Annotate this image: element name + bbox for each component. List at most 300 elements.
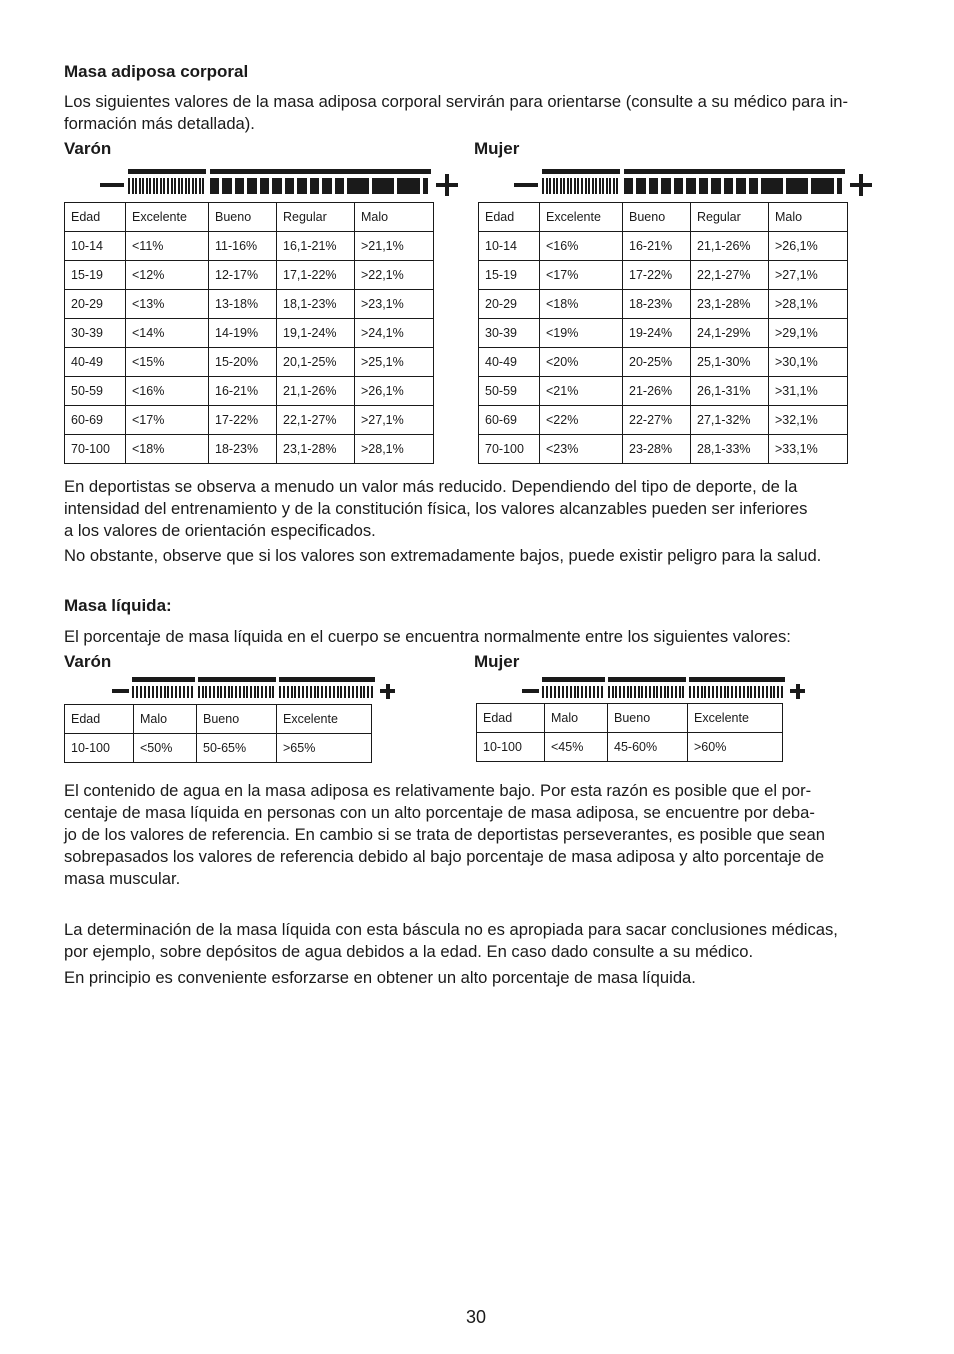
scale-block — [160, 686, 162, 698]
fat-female-label: Mujer — [474, 139, 520, 158]
text-line: a los valores de orientación especificados. — [64, 521, 376, 540]
table-cell: 15-19 — [65, 261, 126, 290]
scale-block — [188, 178, 190, 194]
text-line: centaje de masa líquida en personas con un alto porcentaje de masa adiposa, se encuentre por deba- — [64, 803, 815, 822]
scale-block — [164, 686, 166, 698]
scale-block — [152, 686, 154, 698]
scale-block — [581, 178, 583, 194]
scale-block — [542, 686, 544, 698]
table-row — [65, 319, 434, 348]
fat-male-table — [64, 202, 434, 464]
table-cell: 17-22% — [209, 406, 277, 435]
text-line: En deportistas se observa a menudo un valor más reducido. Dependiendo del tipo de deporte, de la — [64, 477, 798, 496]
scale-block — [414, 178, 419, 194]
scale-block — [372, 178, 377, 194]
table-cell: 26,1-31% — [691, 377, 769, 406]
scale-block — [406, 178, 411, 194]
table-cell: 11-16% — [209, 232, 277, 261]
scale-block — [272, 178, 281, 194]
table-row — [479, 319, 848, 348]
scale-block — [566, 686, 568, 698]
scale-block — [265, 686, 267, 698]
fat-section-heading: Masa adiposa corporal — [64, 62, 249, 81]
text-line: intensidad del entrenamiento y de la constitución física, los valores alcanzables pueden ser inferiores — [64, 499, 808, 518]
scale-block — [250, 686, 252, 698]
table-cell: <18% — [126, 435, 209, 464]
table-header-cell: Edad — [479, 203, 540, 232]
scale-block — [260, 178, 269, 194]
scale-block — [747, 686, 749, 698]
scale-block — [128, 178, 130, 194]
minus-icon — [522, 689, 539, 693]
scale-block — [630, 686, 632, 698]
table-row — [479, 348, 848, 377]
text-line: por ejemplo, sobre depósitos de agua debidos a la edad. En caso dado consulte a su médico. — [64, 942, 754, 961]
scale-block — [562, 686, 564, 698]
table-cell: 13-18% — [209, 290, 277, 319]
scale-block — [243, 686, 245, 698]
table-header-row — [479, 203, 848, 232]
scale-block — [183, 686, 185, 698]
table-header-cell: Malo — [545, 704, 608, 733]
scale-block — [397, 178, 402, 194]
table-header-cell: Bueno — [608, 704, 688, 733]
scale-block — [279, 686, 281, 698]
minus-icon — [100, 183, 124, 187]
table-header-cell: Regular — [277, 203, 355, 232]
scale-block — [199, 178, 201, 194]
table-cell: >23,1% — [355, 290, 434, 319]
scale-block — [389, 178, 394, 194]
scale-block — [636, 178, 645, 194]
scale-block — [689, 686, 691, 698]
scale-block — [588, 178, 590, 194]
plus-icon-stem — [386, 684, 390, 699]
scale-block — [220, 686, 222, 698]
table-cell: 10-100 — [477, 733, 545, 762]
table-cell: 21,1-26% — [277, 377, 355, 406]
scale-block — [758, 686, 760, 698]
text-line: La determinación de la masa líquida con esta báscula no es apropiada para sacar conclusiones médicas, — [64, 920, 838, 939]
table-cell: <18% — [540, 290, 623, 319]
table-cell: 18-23% — [209, 435, 277, 464]
scale-block — [210, 178, 219, 194]
table-row — [65, 261, 434, 290]
minus-icon — [112, 689, 129, 693]
scale-block — [602, 178, 604, 194]
scale-block — [712, 686, 714, 698]
table-cell: <21% — [540, 377, 623, 406]
table-header-cell: Regular — [691, 203, 769, 232]
scale-block — [352, 686, 354, 698]
scale-block — [231, 686, 233, 698]
scale-block — [132, 178, 134, 194]
scale-block — [549, 178, 551, 194]
table-cell: <50% — [134, 734, 197, 763]
text-line: sobrepasados los valores de referencia debido al bajo porcentaje de masa adiposa y alto porcentaje de — [64, 847, 825, 866]
table-cell: >60% — [688, 733, 783, 762]
scale-block — [769, 178, 774, 194]
scale-block — [257, 686, 259, 698]
scale-block — [228, 686, 230, 698]
scale-block — [627, 686, 629, 698]
scale-block — [144, 686, 146, 698]
scale-block — [287, 686, 289, 698]
table-header-cell: Bueno — [209, 203, 277, 232]
table-row — [479, 406, 848, 435]
water-male-label: Varón — [64, 652, 112, 671]
scale-block — [581, 686, 583, 698]
table-cell: 22,1-27% — [277, 406, 355, 435]
scale-block — [132, 686, 134, 698]
table-cell: <17% — [540, 261, 623, 290]
recommendation-paragraph: En principio es conveniente esforzarse en obtener un alto porcentaje de masa líquida. — [64, 968, 696, 987]
table-cell: 19-24% — [623, 319, 691, 348]
table-header-row — [65, 705, 372, 734]
table-row — [479, 435, 848, 464]
scale-block — [699, 178, 708, 194]
scale-block — [550, 686, 552, 698]
scale-block — [209, 686, 211, 698]
scale-block — [329, 686, 331, 698]
scale-block — [317, 686, 319, 698]
scale-block — [749, 178, 758, 194]
scale-block — [224, 686, 226, 698]
table-cell: 20-25% — [623, 348, 691, 377]
table-cell: 50-59 — [479, 377, 540, 406]
scale-block — [325, 686, 327, 698]
scale-block — [171, 178, 173, 194]
text-line: Los siguientes valores de la masa adiposa corporal servirán para orientarse (consulte a su médico para in- — [64, 92, 849, 111]
scale-block — [613, 178, 615, 194]
scale-block — [156, 686, 158, 698]
scale-block — [546, 686, 548, 698]
table-header-row — [65, 203, 434, 232]
scale-block — [163, 178, 165, 194]
table-header-cell: Malo — [355, 203, 434, 232]
scale-block — [167, 686, 169, 698]
scale-block — [254, 686, 256, 698]
scale-segment-bar — [132, 677, 195, 682]
scale-block — [344, 686, 346, 698]
scale-block — [820, 178, 825, 194]
fat-female-scale-indicator — [514, 169, 874, 195]
scale-block — [371, 686, 373, 698]
scale-block — [608, 686, 610, 698]
text-line: masa muscular. — [64, 869, 181, 888]
scale-block — [239, 686, 241, 698]
scale-block — [213, 686, 215, 698]
plus-icon-stem — [445, 174, 449, 196]
table-cell: 27,1-32% — [691, 406, 769, 435]
table-cell: 21-26% — [623, 377, 691, 406]
scale-block — [597, 686, 599, 698]
scale-block — [340, 686, 342, 698]
scale-block — [314, 686, 316, 698]
table-cell: 19,1-24% — [277, 319, 355, 348]
scale-block — [794, 178, 799, 194]
scale-block — [202, 686, 204, 698]
table-cell: 10-14 — [479, 232, 540, 261]
fat-male-label: Varón — [64, 139, 112, 158]
scale-block — [160, 178, 162, 194]
scale-block — [149, 178, 151, 194]
scale-block — [675, 686, 677, 698]
table-cell: <16% — [126, 377, 209, 406]
table-cell: 30-39 — [479, 319, 540, 348]
scale-block — [191, 686, 193, 698]
scale-block — [337, 686, 339, 698]
scale-block — [638, 686, 640, 698]
table-cell: >25,1% — [355, 348, 434, 377]
scale-block — [554, 686, 556, 698]
scale-block — [174, 178, 176, 194]
scale-block — [593, 686, 595, 698]
scale-block — [139, 178, 141, 194]
scale-block — [156, 178, 158, 194]
table-cell: 22,1-27% — [691, 261, 769, 290]
scale-block — [360, 686, 362, 698]
table-cell: >26,1% — [355, 377, 434, 406]
scale-block — [202, 178, 204, 194]
scale-block — [285, 178, 294, 194]
scale-block — [704, 686, 706, 698]
scale-block — [187, 686, 189, 698]
scale-block — [674, 178, 683, 194]
table-header-cell: Bueno — [197, 705, 277, 734]
scale-block — [556, 178, 558, 194]
table-row — [479, 377, 848, 406]
table-row — [479, 290, 848, 319]
scale-segment-bar — [198, 677, 276, 682]
scale-block — [553, 178, 555, 194]
scale-segment-bar — [769, 169, 845, 174]
scale-block — [589, 686, 591, 698]
scale-block — [310, 686, 312, 698]
scale-block — [261, 686, 263, 698]
water-female-table — [476, 703, 783, 762]
text-line: formación más detallada). — [64, 114, 255, 133]
table-cell: <16% — [540, 232, 623, 261]
table-cell: 23,1-28% — [277, 435, 355, 464]
scale-block — [272, 686, 274, 698]
scale-block — [701, 686, 703, 698]
scale-block — [671, 686, 673, 698]
scale-block — [198, 686, 200, 698]
table-header-cell: Excelente — [540, 203, 623, 232]
scale-block — [135, 178, 137, 194]
scale-block — [153, 178, 155, 194]
table-cell: 15-19 — [479, 261, 540, 290]
scale-block — [367, 686, 369, 698]
scale-block — [716, 686, 718, 698]
table-header-cell: Malo — [769, 203, 848, 232]
scale-block — [623, 686, 625, 698]
scale-block — [205, 686, 207, 698]
table-row — [479, 261, 848, 290]
plus-icon-stem — [859, 174, 863, 196]
scale-block — [298, 686, 300, 698]
table-cell: 20,1-25% — [277, 348, 355, 377]
table-cell: 50-59 — [65, 377, 126, 406]
scale-block — [724, 178, 733, 194]
scale-block — [641, 686, 643, 698]
table-cell: <12% — [126, 261, 209, 290]
scale-block — [570, 686, 572, 698]
table-cell: 23,1-28% — [691, 290, 769, 319]
scale-block — [567, 178, 569, 194]
table-row — [65, 232, 434, 261]
table-cell: 10-100 — [65, 734, 134, 763]
scale-block — [294, 686, 296, 698]
text-line: El contenido de agua en la masa adiposa es relativamente bajo. Por esta razón es posible que el por- — [64, 781, 812, 800]
water-female-label: Mujer — [474, 652, 520, 671]
water-content-paragraph — [64, 780, 825, 890]
scale-block — [306, 686, 308, 698]
table-cell: >26,1% — [769, 232, 848, 261]
scale-block — [601, 686, 603, 698]
scale-block — [585, 686, 587, 698]
scale-block — [558, 686, 560, 698]
scale-block — [355, 178, 360, 194]
minus-icon — [514, 183, 538, 187]
table-cell: <22% — [540, 406, 623, 435]
scale-block — [656, 686, 658, 698]
scale-block — [146, 178, 148, 194]
scale-block — [599, 178, 601, 194]
scale-block — [660, 686, 662, 698]
scale-block — [577, 686, 579, 698]
scale-block — [634, 686, 636, 698]
scale-block — [609, 178, 611, 194]
water-section-heading: Masa líquida: — [64, 596, 172, 615]
table-cell: <19% — [540, 319, 623, 348]
table-cell: >27,1% — [355, 406, 434, 435]
scale-block — [321, 686, 323, 698]
scale-segment-bar — [608, 677, 686, 682]
page-number: 30 — [466, 1307, 487, 1327]
water-male-table — [64, 704, 372, 763]
scale-block — [711, 178, 720, 194]
table-cell: 17-22% — [623, 261, 691, 290]
scale-block — [686, 178, 695, 194]
scale-block — [735, 686, 737, 698]
scale-block — [697, 686, 699, 698]
fat-male-scale-indicator — [100, 169, 460, 195]
table-cell: 40-49 — [65, 348, 126, 377]
scale-block — [577, 178, 579, 194]
scale-block — [322, 178, 331, 194]
scale-block — [616, 178, 618, 194]
table-cell: 16-21% — [209, 377, 277, 406]
scale-block — [348, 686, 350, 698]
scale-block — [546, 178, 548, 194]
scale-block — [624, 178, 633, 194]
table-cell: 28,1-33% — [691, 435, 769, 464]
table-cell: 50-65% — [197, 734, 277, 763]
scale-block — [615, 686, 617, 698]
table-cell: >21,1% — [355, 232, 434, 261]
scale-block — [777, 686, 779, 698]
scale-block — [560, 178, 562, 194]
scale-block — [235, 686, 237, 698]
scale-segment-bar — [542, 677, 605, 682]
scale-block — [708, 686, 710, 698]
table-cell: 10-14 — [65, 232, 126, 261]
scale-block — [171, 686, 173, 698]
table-cell: <11% — [126, 232, 209, 261]
scale-block — [297, 178, 306, 194]
table-header-cell: Malo — [134, 705, 197, 734]
table-cell: 16,1-21% — [277, 232, 355, 261]
scale-block — [595, 178, 597, 194]
table-cell: <13% — [126, 290, 209, 319]
scale-block — [195, 178, 197, 194]
scale-block — [247, 178, 256, 194]
table-cell: <17% — [126, 406, 209, 435]
scale-block — [606, 178, 608, 194]
scale-block — [246, 686, 248, 698]
table-row — [65, 290, 434, 319]
table-cell: <14% — [126, 319, 209, 348]
table-cell: >30,1% — [769, 348, 848, 377]
water-male-scale-indicator — [112, 677, 397, 699]
table-cell: 15-20% — [209, 348, 277, 377]
scale-block — [837, 178, 842, 194]
health-warning-paragraph: No obstante, observe que si los valores son extremadamente bajos, puede existir peligro para la salud. — [64, 546, 822, 565]
scale-block — [682, 686, 684, 698]
table-cell: <15% — [126, 348, 209, 377]
table-cell: >22,1% — [355, 261, 434, 290]
table-row — [65, 734, 372, 763]
scale-block — [612, 686, 614, 698]
scale-block — [217, 686, 219, 698]
scale-block — [140, 686, 142, 698]
scale-block — [179, 686, 181, 698]
table-header-cell: Excelente — [126, 203, 209, 232]
scale-block — [770, 686, 772, 698]
scale-block — [222, 178, 231, 194]
scale-block — [766, 686, 768, 698]
scale-block — [136, 686, 138, 698]
scale-block — [592, 178, 594, 194]
table-header-cell: Bueno — [623, 203, 691, 232]
scale-block — [664, 686, 666, 698]
table-cell: 25,1-30% — [691, 348, 769, 377]
scale-block — [661, 178, 670, 194]
table-cell: 22-27% — [623, 406, 691, 435]
scale-block — [803, 178, 808, 194]
table-cell: 14-19% — [209, 319, 277, 348]
scale-block — [667, 686, 669, 698]
table-cell: 16-21% — [623, 232, 691, 261]
scale-block — [542, 178, 544, 194]
scale-block — [192, 178, 194, 194]
table-cell: 20-29 — [65, 290, 126, 319]
table-cell: 21,1-26% — [691, 232, 769, 261]
scale-block — [563, 178, 565, 194]
scale-block — [585, 178, 587, 194]
scale-block — [302, 686, 304, 698]
scale-block — [653, 686, 655, 698]
athletes-paragraph — [64, 476, 807, 542]
table-cell: 60-69 — [479, 406, 540, 435]
scale-block — [570, 178, 572, 194]
scale-block — [811, 178, 816, 194]
scale-block — [762, 686, 764, 698]
scale-block — [754, 686, 756, 698]
table-header-cell: Edad — [65, 203, 126, 232]
